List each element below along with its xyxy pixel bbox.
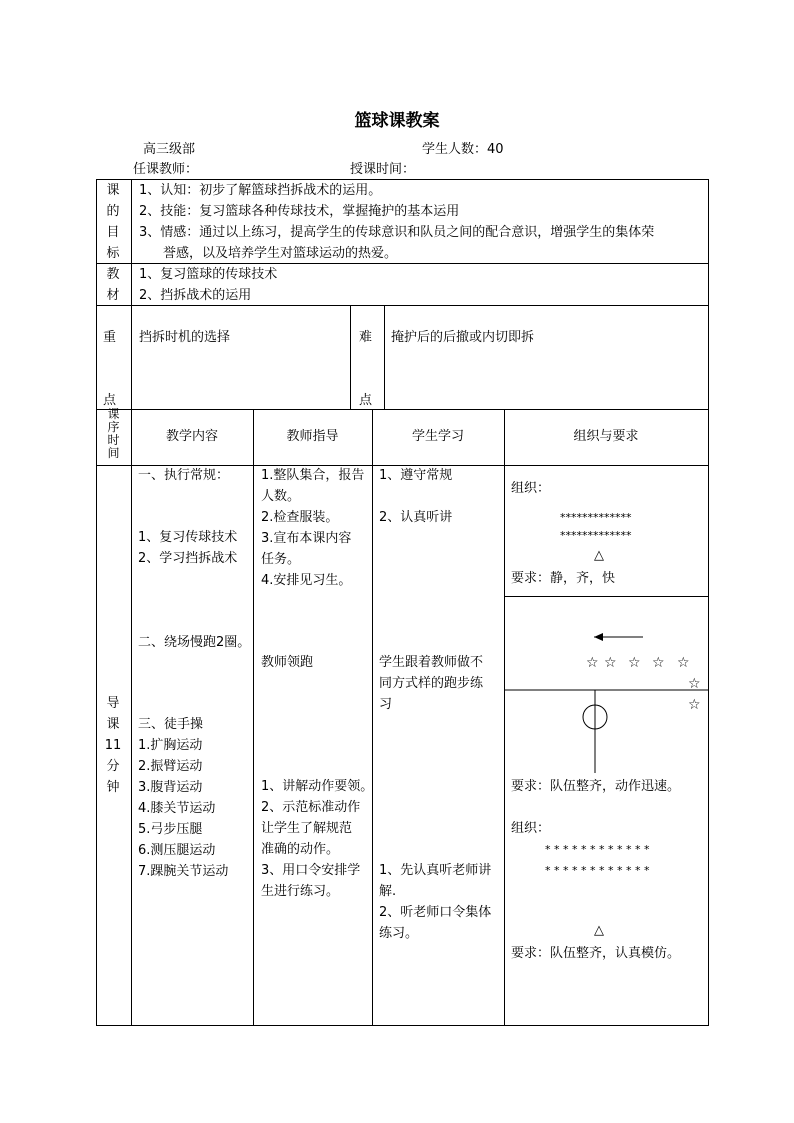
column-order-label: 课 序 时 间 — [107, 407, 120, 460]
objectives-label: 课 的 目 标 — [106, 183, 120, 261]
learning-listen: 2、认真听讲 — [379, 510, 453, 525]
difficulty-text: 掩护后的后撤或内切即拆 — [391, 330, 535, 345]
org1-formation: ************* ************* — [560, 511, 632, 542]
content-exercises: 三、徒手操 1.扩胸运动 2.振臂运动 3.腹背运动 4.膝关节运动 5.弓步压腿 6.测压腿运动 7.踝腕关节运动 — [138, 717, 229, 879]
student-count: 学生人数：40 — [422, 142, 504, 157]
content-review: 1、复习传球技术 2、学习挡拆战术 — [138, 530, 238, 566]
key-label-top: 重 — [103, 330, 117, 345]
materials-label: 教 材 — [106, 267, 120, 303]
key-text: 挡拆时机的选择 — [139, 330, 231, 345]
page-title: 篮球课教案 — [354, 111, 440, 131]
direction-arrow-head — [594, 633, 603, 641]
org1-requirement: 要求：静，齐，快 — [511, 571, 616, 586]
grade-label: 高三级部 — [143, 142, 196, 157]
teacher-label: 任课教师： — [133, 162, 199, 177]
learning-routine: 1、遵守常规 — [379, 468, 453, 483]
key-label-bottom: 点 — [103, 393, 117, 408]
guidance-routine: 1.整队集合，报告 人数。 2.检查服装。 3.宣布本课内容 任务。 4.安排见习生。 — [261, 468, 365, 588]
objectives-content: 1、认知：初步了解篮球挡拆战术的运用。 2、技能：复习篮球各种传球技术，掌握掩护的基本运用 3、情感：通过以上练习，提高学生的传球意识和队员之间的配合意识，增强学生的集体荣 誉感，以及培养学生对篮球运动的热爱。 — [139, 183, 655, 261]
section-label: 导 课 11 分 钟 — [104, 696, 122, 795]
content-routine: 一、执行常规： — [138, 468, 230, 483]
org3-requirement: 要求：队伍整齐，认真模仿。 — [511, 946, 681, 961]
guidance-jog: 教师领跑 — [261, 655, 314, 670]
column-guidance: 教师指导 — [286, 429, 339, 444]
column-organization: 组织与要求 — [573, 429, 639, 444]
runner-star-icon: ☆ — [604, 655, 617, 671]
runner-star-icon: ☆ — [586, 655, 599, 671]
column-content: 教学内容 — [165, 429, 218, 444]
runner-star-icon: ☆ — [677, 655, 690, 671]
org2-formation: * * * * * * * * * * * * * * * * * * * * * * * * — [545, 843, 650, 877]
materials-content: 1、复习篮球的传球技术 2、挡拆战术的运用 — [139, 267, 278, 303]
difficulty-label-bottom: 点 — [359, 393, 373, 408]
org2-requirement: 要求：队伍整齐，动作迅速。 — [511, 779, 681, 794]
column-learning: 学生学习 — [411, 429, 464, 444]
runner-star-icon: ☆ — [688, 676, 701, 692]
guidance-exercises: 1、讲解动作要领。 2、示范标准动作 让学生了解规范 准确的动作。 3、用口令安排学 生进行练习。 — [261, 779, 374, 899]
difficulty-label-top: 难 — [359, 330, 373, 345]
content-jog: 二、绕场慢跑2圈。 — [138, 635, 251, 650]
org1-label: 组织： — [511, 481, 551, 496]
org2-label: 组织： — [511, 821, 551, 836]
runner-star-icon: ☆ — [628, 655, 641, 671]
learning-jog: 学生跟着教师做不 同方式样的跑步练 习 — [379, 655, 484, 712]
runner-star-icon: ☆ — [688, 697, 701, 713]
learning-exercises: 1、先认真听老师讲 解. 2、听老师口令集体 练习。 — [379, 863, 492, 941]
jog-diagram — [505, 597, 709, 777]
teacher-triangle-icon: △ — [594, 548, 604, 563]
runner-star-icon: ☆ — [652, 655, 665, 671]
teacher-triangle-icon: △ — [594, 923, 604, 938]
time-label: 授课时间： — [350, 162, 416, 177]
